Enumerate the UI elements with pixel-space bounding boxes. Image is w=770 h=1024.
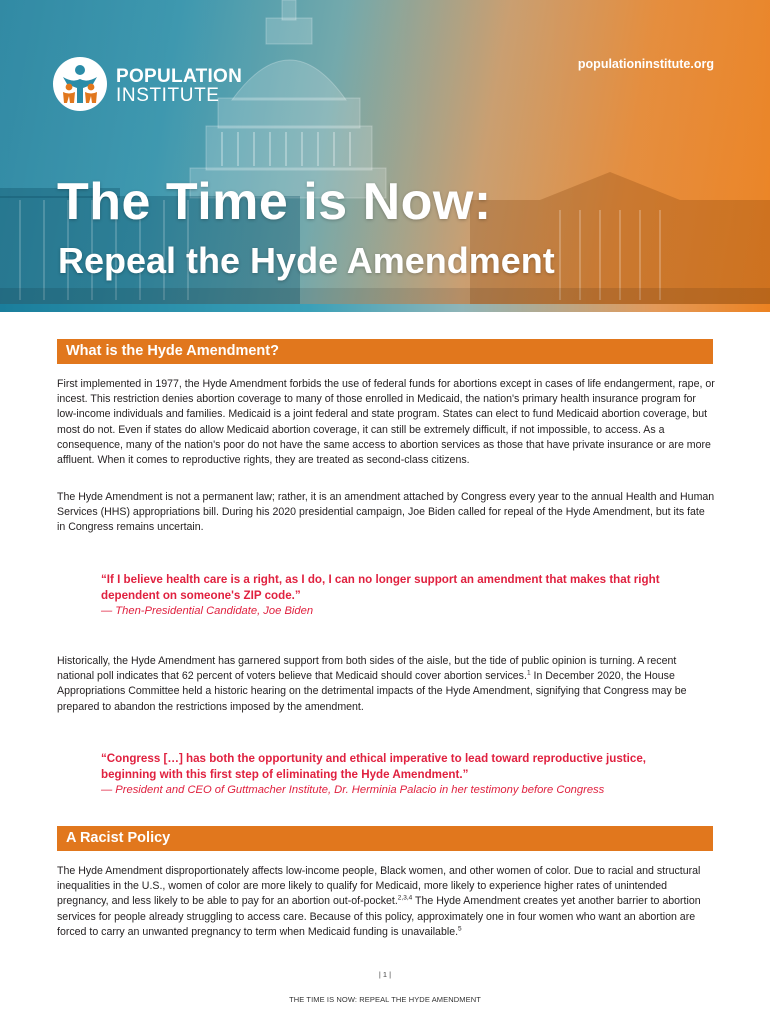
section-heading-bar (57, 826, 713, 851)
footnote-ref: 1 (526, 669, 531, 677)
logo-line-1: POPULATION (116, 66, 243, 87)
population-institute-logo (53, 57, 253, 117)
page-title: The Time is Now: (57, 173, 492, 231)
header-banner (0, 0, 770, 312)
paragraph-text: The Hyde Amendment creates yet another barrier to abortion services for people already struggling to access care. Because of this policy, approximately one in four women who want an abortion are forced to carry an unwanted pregnancy to term when Medicaid funding is unavailable. (57, 895, 701, 938)
paragraph-text: Historically, the Hyde Amendment has garnered support from both sides of the aisle, but the tide of public opinion is turning. A recent national poll indicates that 62 percent of voters believe that Medicaid should cover abortion services. (57, 655, 677, 683)
quote-text: “Congress […] has both the opportunity and ethical imperative to lead toward reproductive justice, beginning with this first step of eliminating the Hyde Amendment.” (101, 752, 646, 781)
paragraph: First implemented in 1977, the Hyde Amendment forbids the use of federal funds for abortions except in cases of life endangerment, rape, or incest. This restriction denies abortion coverage to many of those enrolled in Medicaid, the nation's primary health insurance program for low-income individuals and families. Medicaid is a joint federal and state program. States can elect to fund Medicaid abortion coverage, but most do not. Even if states do allow Medicaid abortion coverage, it can still be extremely difficult, if not impossible, to access. As a consequence, many of the nation's poor do not have the same access to abortion services as those that have private insurance or are more affluent. When it comes to reproductive rights, they are treated as second-class citizens. (57, 378, 715, 467)
page-subtitle: Repeal the Hyde Amendment (58, 240, 555, 281)
logo-wordmark (116, 67, 242, 105)
footnote-ref: 2,3,4 (397, 894, 413, 902)
section-heading-bar (57, 339, 713, 364)
footnote-ref: 5 (458, 925, 462, 933)
section-heading: What is the Hyde Amendment? (66, 343, 279, 359)
paragraph (57, 654, 715, 715)
section-heading: A Racist Policy (66, 830, 171, 846)
pull-quote (101, 751, 691, 798)
quote-attribution: — Then-Presidential Candidate, Joe Biden (101, 605, 314, 617)
paragraph-text: The Hyde Amendment disproportionately affects low-income people, Black women, and other women of color. Due to racial and structural inequalities in the U.S., women of color are more likely to qualify for Medicaid, more likely to experience higher rates of unintended pregnancy, and less likely to be able to pay for an abortion out-of-pocket. (57, 865, 701, 908)
paragraph-text: In December 2020, the House Appropriations Committee held a historic hearing on the detrimental impacts of the Hyde Amendment, signifying that Congress may be prepared to abandon the restrictions imposed by the amendment. (57, 670, 687, 713)
pull-quote (101, 572, 691, 619)
running-footer: THE TIME IS NOW: REPEAL THE HYDE AMENDMENT (289, 995, 481, 1004)
paragraph (57, 864, 715, 940)
people-circle-icon (53, 57, 107, 111)
quote-attribution: — President and CEO of Guttmacher Institute, Dr. Herminia Palacio in her testimony before Congress (101, 784, 605, 796)
paragraph: The Hyde Amendment is not a permanent law; rather, it is an amendment attached by Congress every year to the annual Health and Human Services (HHS) appropriations bill. During his 2020 presidential campaign, Joe Biden called for repeal of the Hyde Amendment, but its fate in Congress remains uncertain. (57, 491, 715, 534)
page-number: | 1 | (378, 970, 392, 979)
banner-bottom-stripe (0, 304, 770, 312)
quote-text: “If I believe health care is a right, as I do, I can no longer support an amendment that makes that right dependent on someone's ZIP code.” (101, 573, 660, 602)
logo-line-2: INSTITUTE (116, 85, 220, 106)
website-url: populationinstitute.org (577, 57, 714, 71)
